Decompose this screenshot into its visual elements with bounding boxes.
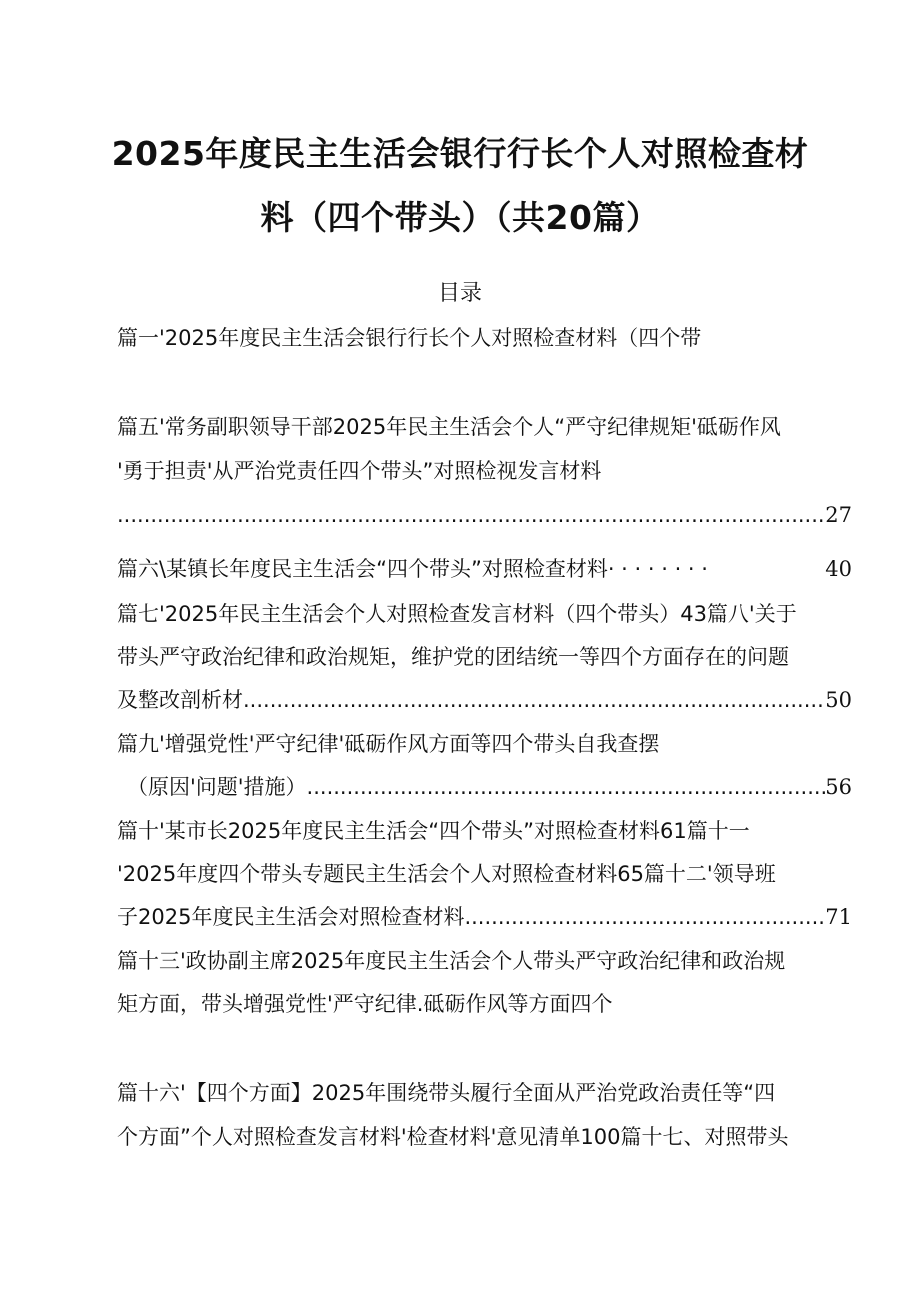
toc-entry-8-page: 50 xyxy=(825,688,852,712)
dot-leader xyxy=(117,500,825,530)
toc-entry-10[interactable]: 篇十'某市长2025年度民主生活会“四个带头”对照检查材料61篇十一 xyxy=(117,819,750,843)
document-title-line-2: 料（四个带头）（共20篇） xyxy=(260,198,660,237)
toc-entry-9-text: （原因'问题'措施） xyxy=(127,775,307,799)
toc-entry-16-line-1[interactable]: 篇十六'【四个方面】2025年围绕带头履行全面从严治党政治责任等“四 xyxy=(117,1081,776,1105)
dot-leader xyxy=(464,902,825,932)
toc-entry-6-page: 40 xyxy=(825,557,852,581)
dot-leader xyxy=(307,772,826,802)
toc-entry-9-line-2[interactable] xyxy=(127,772,852,802)
toc-entry-12-text: 子2025年度民主生活会对照检查材料 xyxy=(117,905,465,929)
toc-entry-16-line-2[interactable]: 个方面”个人对照检查发言材料'检查材料'意见清单100篇十七、对照带头 xyxy=(117,1125,789,1149)
toc-heading: 目录 xyxy=(437,281,482,306)
toc-entry-5-line-1[interactable]: 篇五'常务副职领导干部2025年民主生活会个人“严守纪律规矩'砥砺作风 xyxy=(117,415,781,439)
toc-entry-7[interactable]: 篇七'2025年民主生活会个人对照检查发言材料（四个带头）43篇八'关于 xyxy=(117,602,797,626)
toc-entry-6[interactable] xyxy=(117,554,852,584)
toc-entry-13-line-1[interactable]: 篇十三'政协副主席2025年度民主生活会个人带头严守政治纪律和政治规 xyxy=(117,949,786,973)
toc-entry-1[interactable]: 篇一'2025年度民主生活会银行行长个人对照检查材料（四个带 xyxy=(117,326,702,350)
toc-entry-5-line-2[interactable]: '勇于担责'从严治党责任四个带头”对照检视发言材料 xyxy=(117,459,602,483)
toc-entry-8-text: 及整改剖析材 xyxy=(117,688,243,712)
toc-entry-8-line-2[interactable]: 带头严守政治纪律和政治规矩，维护党的团结统一等四个方面存在的问题 xyxy=(117,645,789,669)
toc-entry-9-line-1[interactable]: 篇九'增强党性'严守纪律'砥砺作风方面等四个带头自我查摆 xyxy=(117,732,660,756)
toc-entry-9-page: 56 xyxy=(825,775,852,799)
toc-entry-6-text: 篇六\某镇长年度民主生活会“四个带头”对照检查材料· · · · · · · · xyxy=(117,557,708,581)
toc-entry-5-page: 27 xyxy=(825,503,852,527)
dot-leader xyxy=(243,685,825,715)
toc-entry-12-line-3[interactable] xyxy=(117,902,852,932)
toc-entry-8-line-3[interactable] xyxy=(117,685,852,715)
toc-entry-5-leader xyxy=(117,500,852,530)
toc-entry-12-page: 71 xyxy=(825,905,852,929)
document-title-line-1: 2025年度民主生活会银行行长个人对照检查材 xyxy=(111,134,809,173)
toc-entry-11[interactable]: '2025年度四个带头专题民主生活会个人对照检查材料65篇十二'领导班 xyxy=(117,862,776,886)
toc-entry-13-line-2[interactable]: 矩方面，带头增强党性'严守纪律.砥砺作风等方面四个 xyxy=(117,992,613,1016)
